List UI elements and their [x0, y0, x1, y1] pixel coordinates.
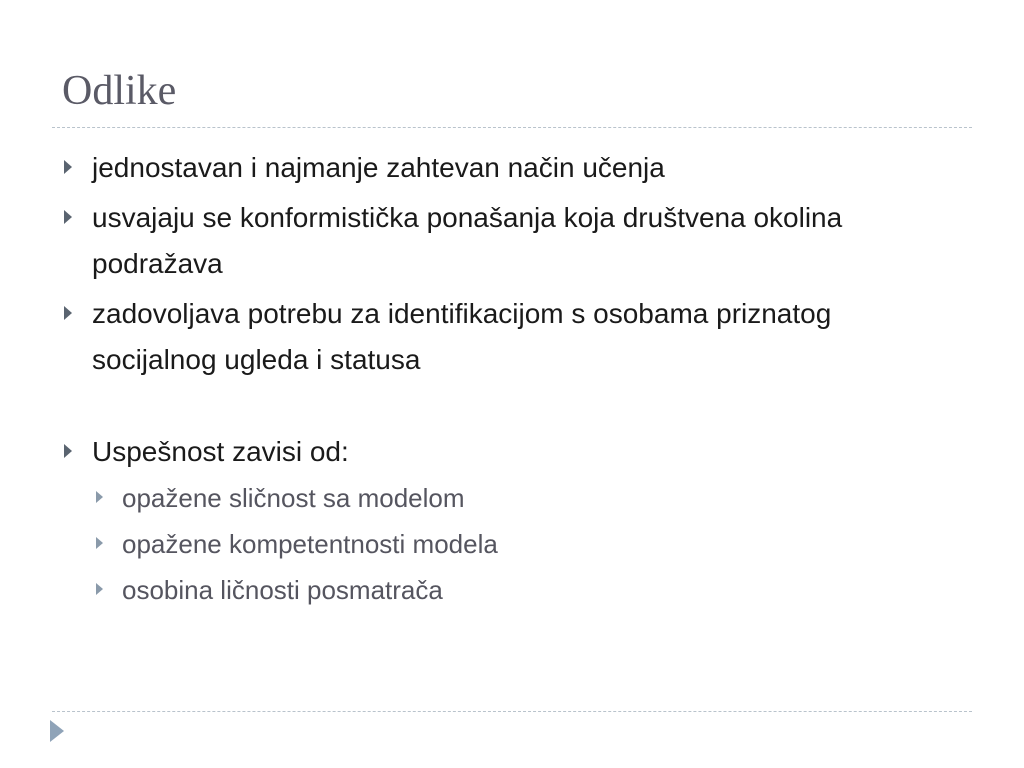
- bullet-arrow-icon: [64, 160, 72, 174]
- sub-bullet-list: [92, 475, 962, 613]
- title-divider: [52, 127, 972, 128]
- footer-divider: [52, 711, 972, 712]
- bullet-item: [62, 195, 962, 287]
- sub-bullet-item: [92, 475, 962, 521]
- next-slide-icon[interactable]: [50, 720, 64, 742]
- bullet-item: [62, 429, 962, 613]
- sub-bullet-item: [92, 567, 962, 613]
- bullet-arrow-icon: [64, 210, 72, 224]
- bullet-text: Uspešnost zavisi od:: [92, 436, 349, 467]
- bullet-item: [62, 291, 962, 383]
- sub-bullet-arrow-icon: [96, 583, 103, 595]
- sub-bullet-text: opažene sličnost sa modelom: [122, 483, 465, 513]
- bullet-arrow-icon: [64, 306, 72, 320]
- bullet-text: zadovoljava potrebu za identifikacijom s osobama priznatog socijalnog ugleda i statusa: [92, 298, 832, 375]
- bullet-item: [62, 145, 962, 191]
- bullet-list: [62, 145, 962, 617]
- sub-bullet-text: osobina ličnosti posmatrača: [122, 575, 443, 605]
- sub-bullet-arrow-icon: [96, 537, 103, 549]
- bullet-text: usvajaju se konformistička ponašanja koja društvena okolina podražava: [92, 202, 843, 279]
- slide-title: Odlike: [62, 68, 177, 114]
- sub-bullet-arrow-icon: [96, 491, 103, 503]
- bullet-text: jednostavan i najmanje zahtevan način učenja: [92, 152, 665, 183]
- sub-bullet-item: [92, 521, 962, 567]
- sub-bullet-text: opažene kompetentnosti modela: [122, 529, 498, 559]
- bullet-arrow-icon: [64, 444, 72, 458]
